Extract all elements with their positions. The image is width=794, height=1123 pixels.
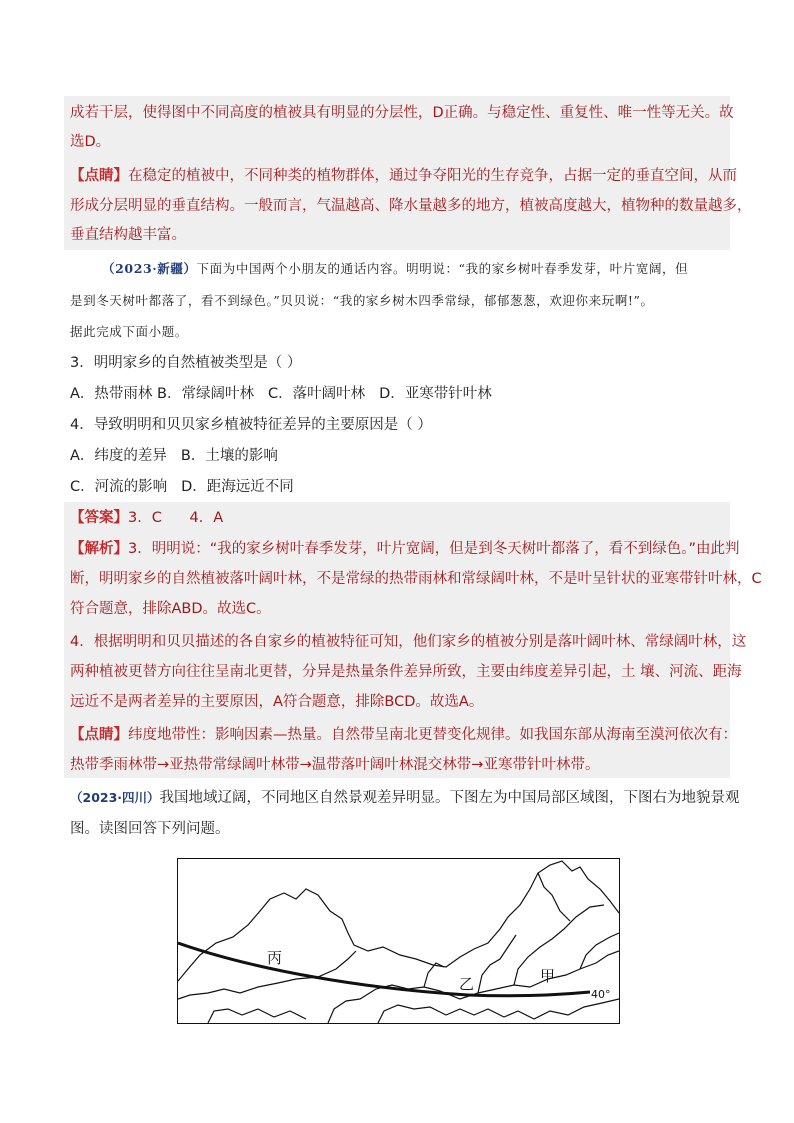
tip-text: 在稳定的植被中，不同种类的植物群体，通过争夺阳光的生存竞争，占据一定的垂直空间，从而 [128, 168, 737, 184]
option-a[interactable]: A．纬度的差异 [70, 448, 167, 464]
answer-text: 3．C 4．A [128, 510, 224, 526]
analysis-text-line: 符合题意，排除ABD。故选C。 [70, 601, 271, 617]
tip-line [70, 166, 737, 186]
tip-label: 【点睛】 [70, 168, 128, 184]
analysis-text-line: 断，明明家乡的自然植被落叶阔叶林，不是常绿的热带雨林和常绿阔叶林，不是叶呈针状的亚寒带针叶林，C [70, 571, 762, 587]
option-c[interactable]: C．落叶阔叶林 [267, 386, 366, 402]
answer-line [70, 508, 223, 528]
question-3-stem: 3．明明家乡的自然植被类型是（ ） [70, 355, 302, 371]
map-borders [178, 861, 619, 1023]
tip-label: 【点睛】 [70, 727, 128, 743]
label-latitude: 40° [591, 988, 611, 1001]
answer-label: 【答案】 [70, 510, 128, 526]
analysis-text-line: 4．根据明明和贝贝描述的各自家乡的植被特征可知，他们家乡的植被分别是落叶阔叶林、常绿阔叶林，这 [70, 634, 747, 650]
question-4-stem: 4．导致明明和贝贝家乡植被特征差异的主要原因是（ ） [70, 417, 432, 433]
border-inner-5 [514, 905, 604, 985]
option-d[interactable]: D．亚寒带针叶林 [379, 386, 492, 402]
question-intro-line: 据此完成下面小题。 [70, 324, 188, 339]
tip-text-line: 垂直结构越丰富。 [70, 227, 186, 243]
tip-text-line: 热带季雨林带→亚热带常绿阔叶林带→温带落叶阔叶林混交林带→亚寒带针叶林带。 [70, 757, 600, 773]
analysis-line [70, 539, 740, 559]
border-inner-4 [478, 935, 516, 993]
question-2-intro [70, 788, 740, 808]
question-2-intro-line: 图。读图回答下列问题。 [70, 821, 230, 837]
question-4-options-row2 [70, 477, 308, 497]
analysis-text: 3．明明说：“我的家乡树叶春季发芽，叶片宽阔，但是到冬天树叶都落了，看不到绿色。”由此判 [128, 541, 740, 557]
question-3-options [70, 384, 506, 404]
source-tag: （2023·四川） [70, 790, 160, 805]
analysis-text-line: 成若干层，使得图中不同高度的植被具有明显的分层性，D正确。与稳定性、重复性、唯一性等无关。故 [70, 105, 734, 121]
intro-text: 我国地域辽阔，不同地区自然景观差异明显。下图左为中国局部区域图，下图右为地貌景观 [159, 790, 740, 806]
latitude-line-40 [178, 943, 590, 996]
option-c[interactable]: C．河流的影响 [70, 479, 168, 495]
china-region-map [177, 858, 620, 1024]
border-inner-7 [378, 999, 619, 1023]
label-jia: 甲 [540, 967, 556, 985]
tip-text: 纬度地带性：影响因素—热量。自然带呈南北更替变化规律。如我国东部从海南至漠河依次有： [128, 727, 737, 743]
tip-line [70, 725, 737, 745]
option-a-b[interactable]: A．热带雨林 B．常绿阔叶林 [70, 386, 254, 402]
map-svg [178, 859, 619, 1023]
border-inner-6 [580, 933, 619, 969]
question-intro [102, 259, 688, 279]
label-yi: 乙 [459, 975, 475, 993]
analysis-text-line: 远近不是两者差异的主要原因，A符合题意，排除BCD。故选A。 [70, 694, 484, 710]
source-tag: （2023·新疆） [102, 261, 197, 276]
analysis-label: 【解析】 [70, 541, 128, 557]
analysis-text-line: 选D。 [70, 134, 111, 150]
tip-text-line: 形成分层明显的垂直结构。一般而言，气温越高、降水量越多的地方，植被高度越大，植物种的数量越多， [70, 198, 752, 214]
option-b[interactable]: B．土壤的影响 [180, 448, 278, 464]
intro-text: 下面为中国两个小朋友的通话内容。明明说：“我的家乡树叶春季发芽，叶片宽阔，但 [196, 261, 689, 276]
label-bing: 丙 [267, 949, 283, 967]
border-inner-8 [208, 1009, 306, 1023]
question-intro-line: 是到冬天树叶都落了，看不到绿色。”贝贝说：“我的家乡树木四季常绿，郁郁葱葱，欢迎你来玩啊!”。 [70, 293, 654, 308]
question-4-options-row1 [70, 446, 292, 466]
analysis-text-line: 两种植被更替方向往往呈南北更替，分异是热量条件差异所致，主要由纬度差异引起，土 壤、河流、距海 [70, 664, 742, 680]
option-d[interactable]: D．距海远近不同 [181, 479, 294, 495]
border-inner-9 [538, 873, 570, 921]
